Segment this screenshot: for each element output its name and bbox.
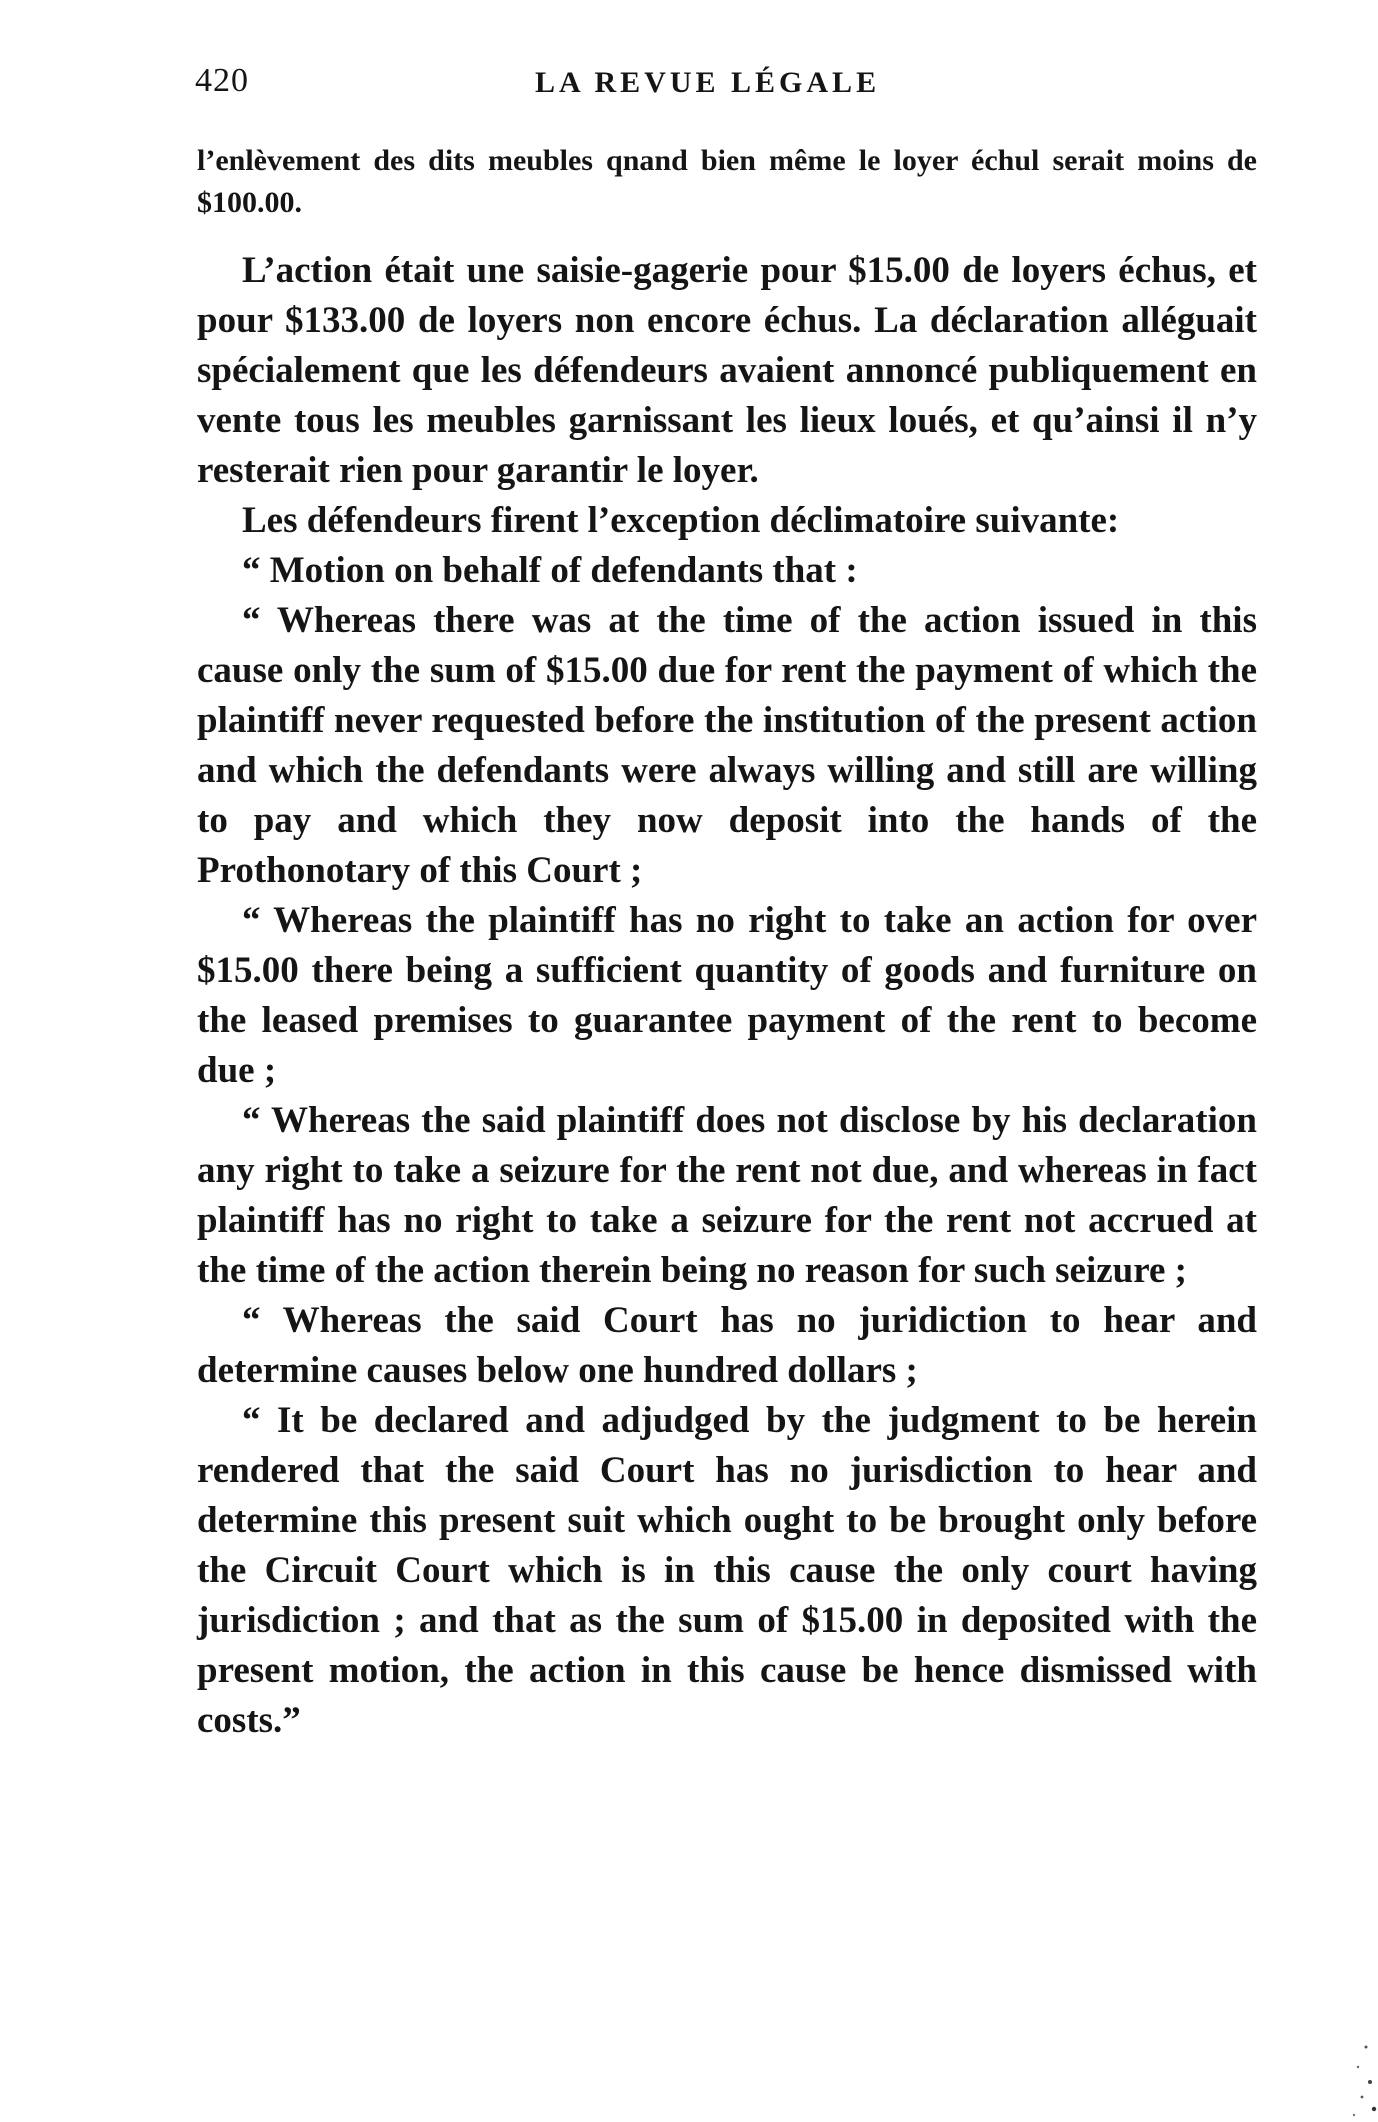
page-number: 420: [195, 62, 249, 99]
page-body: [197, 140, 1257, 1746]
paragraph-whereas-3: “ Whereas the said plaintiff does not disclose by his declaration any right to take a seizure for the rent not due, and whereas in fact plaintiff has no right to take a seizure for the rent not accrued at the time of the action therein being no reason for such seizure ;: [197, 1100, 1257, 1291]
paragraph-whereas-1: “ Whereas there was at the time of the action issued in this cause only the sum of $15.00 due for rent the payment of which the plaintiff never requested before the institution of the present action and which the defendants were always willing and still are willing to pay and which they now deposit into the hands of the Prothonotary of this Court ;: [197, 600, 1257, 891]
paragraph-action: L’action était une saisie-gagerie pour $15.00 de loyers échus, et pour $133.00 de loyers non encore échus. La déclaration alléguait spécialement que les défendeurs avaient annoncé publiquement en vente tous les meubles garnissant les lieux loués, et qu’ainsi il n’y resterait rien pour garantir le loyer.: [197, 250, 1257, 491]
paragraph-whereas-2: “ Whereas the plaintiff has no right to take an action for over $15.00 there being a sufficient quantity of goods and furniture on the leased premises to guarantee payment of the rent to become due ;: [197, 900, 1257, 1091]
scan-artifact: [1336, 2027, 1378, 2122]
continuation-text: l’enlèvement des dits meubles qnand bien même le loyer échul serait moins de $100.00.: [197, 144, 1257, 219]
page-header: [195, 62, 1255, 112]
paragraph-motion: “ Motion on behalf of defendants that :: [242, 550, 858, 591]
paragraph-exception-intro: Les défendeurs firent l’exception déclimatoire suivante:: [242, 500, 1120, 541]
running-title: LA REVUE LÉGALE: [535, 66, 881, 99]
paragraph-whereas-4: “ Whereas the said Court has no juridiction to hear and determine causes below one hundred dollars ;: [197, 1300, 1257, 1391]
paragraph-conclusion: “ It be declared and adjudged by the judgment to be herein rendered that the said Court has no jurisdiction to hear and determine this present suit which ought to be brought only before the Circuit Court which is in this cause the only court having jurisdiction ; and that as the sum of $15.00 in deposited with the present motion, the action in this cause be hence dismissed with costs.”: [197, 1400, 1257, 1741]
